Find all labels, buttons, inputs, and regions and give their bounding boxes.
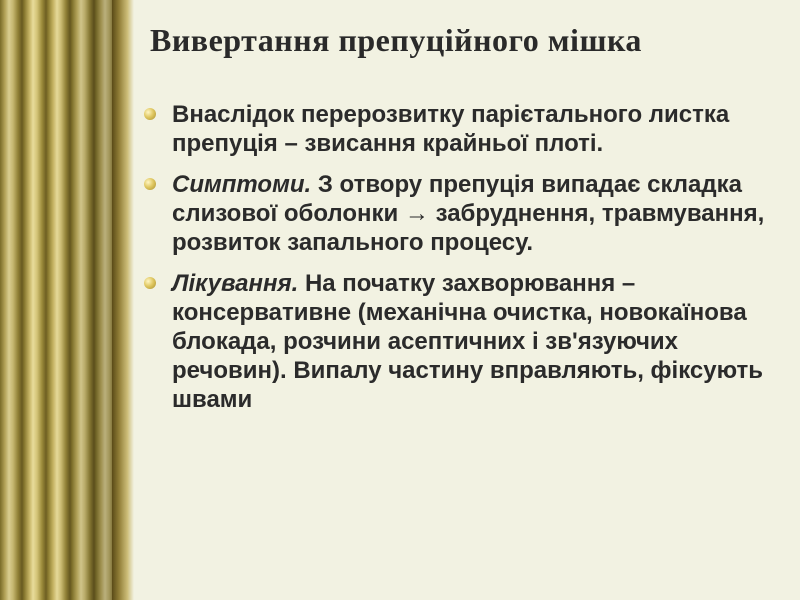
bullet-icon (144, 277, 156, 289)
bullet-item-cause (140, 100, 790, 158)
bullet-text: На початку захворювання – консервативне (механічна очистка, новокаїнова блокада, розчини асептичних і зв'язуючих речовин). Випалу частину вправляють, фіксують швами (172, 270, 764, 413)
bullet-item-treatment (140, 269, 790, 414)
slide-title: Вивертання препуційного мішка (150, 22, 642, 58)
bullet-lead: Лікування. (172, 270, 299, 297)
bullet-lead: Симптоми. (172, 171, 312, 198)
stripe-shading (0, 0, 112, 600)
bullet-icon (144, 108, 156, 120)
bullet-list (140, 100, 790, 426)
bullet-text: Внаслідок перерозвитку парієтального листка препуція – звисання крайньої плоті. (172, 101, 730, 157)
bullet-item-symptoms (140, 170, 790, 257)
bullet-icon (144, 178, 156, 190)
bullet-text: З отвору препуція випадає складка слизової оболонки → забруднення, травмування, розвиток запального процесу. (172, 171, 765, 256)
panel-edge-shadow (112, 0, 134, 600)
